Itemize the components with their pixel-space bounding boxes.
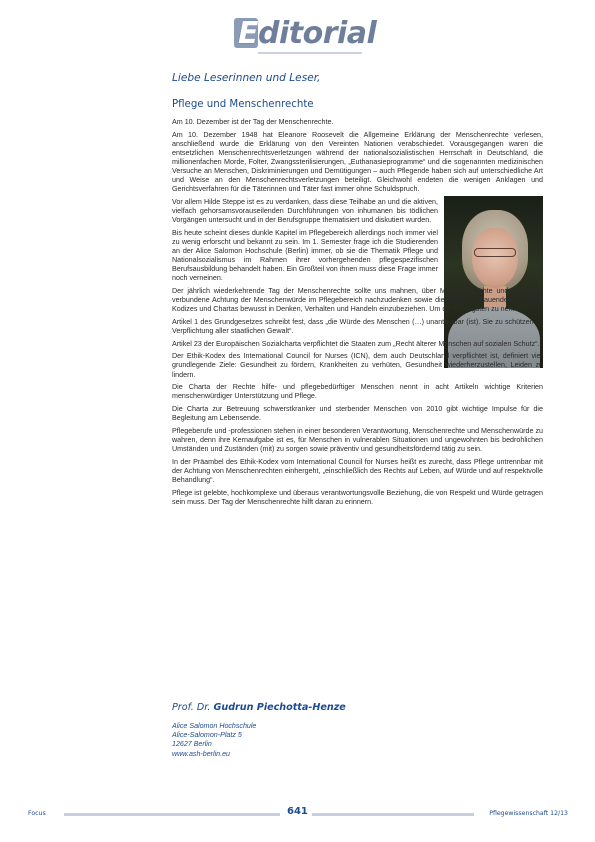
- footer-rule-left: [64, 813, 280, 816]
- paragraph-charta-rechte: Die Charta der Rechte hilfe- und pflegebedürftiger Menschen nennt in acht Artikeln wichtige Kriterien menschenwürdiger Unterstützung und Pflege.: [172, 383, 543, 401]
- paragraph-charta-sterbende: Die Charta zur Betreuung schwerstkranker und sterbender Menschen von 2010 gibt wichtige Impulse für die Begleitung am Lebensende.: [172, 404, 543, 423]
- paragraph-closing: Pflege ist gelebte, hochkomplexe und überaus verantwortungsvolle Beziehung, die von Respekt und Würde getragen sein muss. Der Tag der Menschenrechte hilft daran zu erinnern.: [172, 488, 543, 506]
- logo-text: Editorial: [238, 16, 377, 51]
- footer-issue: Pflegewissenschaft 12/13: [489, 810, 568, 817]
- author-address: [172, 722, 256, 759]
- editorial-logo: [234, 14, 377, 58]
- paragraph-steppe: Vor allem Hilde Steppe ist es zu verdanken, dass diese Teilhabe an und die aktiven, vielfach gehorsamsvorauseilenden Durchführungen von inhumanen bis tödlichen Vorgängen untersucht und in der Berufsgruppe thematisiert und diskutiert wurden.: [172, 197, 438, 225]
- address-institution: Alice Salomon Hochschule: [172, 722, 257, 730]
- article-body: [172, 118, 543, 510]
- paragraph-history: Am 10. Dezember 1948 hat Eleanore Roosevelt die Allgemeine Erklärung der Menschenrechte verlesen, anschließend wurde die Erklärung von den Vereinten Nationen verabschiedet. Vorausgegangen waren die entsetzlichen Menschenrechtsverletzungen während der nationalsozialistischen Herrschaft in Deutschland, die millionenfachen Morde, Folter, Zwangssterilisierungen, „Euthanasieprogramme“ und die sogenannten medizinischen Versuche an Menschen, Diskriminierungen und Demütigungen – auch Pflegende haben sich auf unterschiedliche Art und Weise an den Menschenrechtsverletzungen beteiligt. Gleichwohl endeten die wenigen Anklagen und Gerichtsverfahren für die Täterinnen und Täter fast immer ohne Schuldspruch.: [172, 130, 543, 194]
- logo-underline: [258, 52, 362, 54]
- address-website[interactable]: www.ash-berlin.eu: [172, 749, 230, 758]
- paragraph-sozialcharta: Artikel 23 der Europäischen Sozialcharta verpflichtet die Staaten zum „Recht älterer Menschen auf sozialen Schutz“.: [172, 339, 540, 348]
- paragraph-praeambel: In der Präambel des Ethik-Kodex vom International Council for Nurses heißt es zurecht, dass Pflege untrennbar mit der Achtung von Menschenrechten einhergeht, „einschließlich des Rechts auf Leben, auf Würde und auf respektvolle Behandlung“.: [172, 457, 543, 484]
- page-footer: [28, 806, 568, 822]
- author-signature: Prof. Dr. Gudrun Piechotta-Henze: [172, 702, 346, 713]
- paragraph-icn: Der Ethik-Kodex des International Council for Nurses (ICN), dem auch Deutschland verpflichtet ist, definiert vier grundlegende Ziele: Gesundheit zu fördern, Krankheiten zu verhüten, Gesundheit wiederherzustellen, Leiden zu lindern.: [172, 352, 543, 379]
- footer-section: Focus: [28, 810, 46, 817]
- article-heading: Pflege und Menschenrechte: [172, 99, 314, 110]
- paragraph-pflegeberufe: Pflegeberufe und -professionen stehen in einer besonderen Verantwortung, Menschenrechte und Menschenwürde zu wahren, denn ihre Kernaufgabe ist es, für Menschen in vulnerablen Situationen und ungewohnten bis bedrohlichen Umständen und Zuständen (mit) zu sorgen sowie präventiv und gesundheitsfördernd tätig zu sein.: [172, 426, 543, 453]
- paragraph-grundgesetz: Artikel 1 des Grundgesetzes schreibt fest, dass „die Würde des Menschen (…) unantastbar (ist). Sie zu schützen ist Verpflichtung aller staatlichen Gewalt“.: [172, 317, 543, 335]
- page-number: 641: [287, 806, 308, 817]
- footer-rule-right: [312, 813, 474, 816]
- greeting: Liebe Leserinnen und Leser,: [172, 72, 321, 84]
- paragraph-intro: Am 10. Dezember ist der Tag der Menschenrechte.: [172, 118, 334, 126]
- paragraph-research: Bis heute scheint dieses dunkle Kapitel im Pflegebereich allerdings noch immer viel zu wenig erforscht und bekannt zu sein. Im 1. Semester frage ich die Studierenden an der Alice Salomon Hochschule (Berlin) immer, ob sie die Thematik Pflege und Nationalsozialismus im Rahmen ihrer vorhergehenden pflegespezifischen Berufsausbildung behandelt haben. Ein Großteil von ihnen muss diese Frage immer noch verneinen.: [172, 228, 438, 283]
- paragraph-annual-day: Der jährlich wiederkehrende Tag der Menschenrechte sollte uns mahnen, über Menschenrechte und die damit verbundene Achtung der Menschenwürde im Pflegebereich nachzudenken sowie die darauf aufbauenden Gesetze, Kodizes und Chartas bewusst in Denken, Verhalten und Handeln einzubeziehen. Um die wichtigsten zu nennen:: [172, 286, 543, 314]
- address-city: 12627 Berlin: [172, 740, 212, 749]
- address-street: Alice-Salomon-Platz 5: [172, 731, 242, 740]
